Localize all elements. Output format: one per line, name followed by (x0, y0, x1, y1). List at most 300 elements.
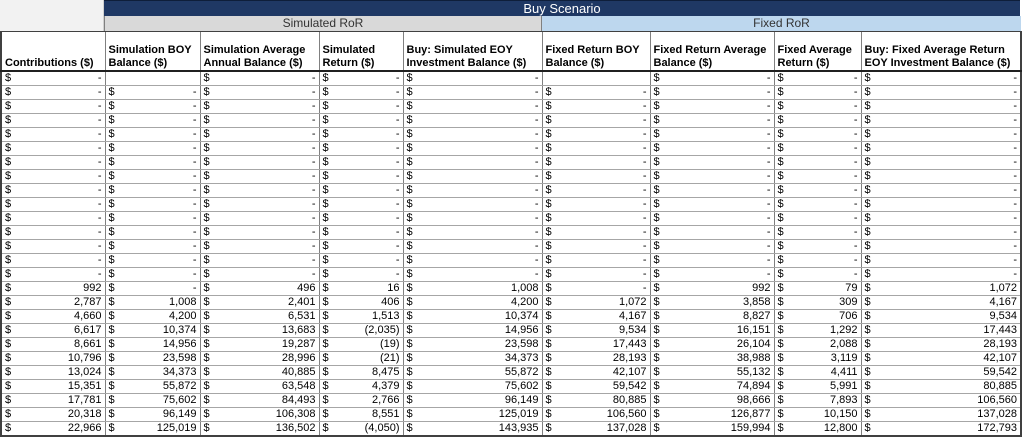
table-cell[interactable] (200, 128, 319, 142)
cell-value: 40,885 (281, 366, 316, 378)
currency-symbol: $ (108, 310, 115, 322)
table-cell[interactable] (403, 240, 542, 254)
table-cell[interactable] (774, 100, 861, 114)
table-cell[interactable] (319, 240, 403, 254)
table-cell[interactable] (861, 198, 1021, 212)
table-cell[interactable] (542, 142, 650, 156)
table-cell[interactable] (403, 254, 542, 268)
table-row (1, 71, 1021, 86)
table-cell[interactable] (542, 71, 650, 86)
cell-value: 28,193 (612, 352, 647, 364)
table-cell[interactable] (774, 142, 861, 156)
table-cell[interactable] (542, 324, 650, 338)
table-cell[interactable] (200, 114, 319, 128)
table-cell[interactable] (650, 100, 774, 114)
table-cell[interactable] (774, 184, 861, 198)
table-cell[interactable] (1, 240, 105, 254)
table-cell[interactable] (650, 296, 774, 310)
table-cell[interactable] (542, 394, 650, 408)
table-cell[interactable] (650, 282, 774, 296)
currency-symbol: $ (406, 142, 413, 154)
table-cell[interactable] (1, 338, 105, 352)
table-cell[interactable] (319, 268, 403, 282)
table-cell[interactable] (319, 366, 403, 380)
table-cell[interactable] (861, 240, 1021, 254)
table-cell[interactable] (319, 338, 403, 352)
table-cell[interactable] (105, 394, 200, 408)
table-cell[interactable] (200, 100, 319, 114)
table-cell[interactable] (542, 310, 650, 324)
table-cell[interactable] (319, 324, 403, 338)
cell-value: - (766, 72, 771, 84)
table-cell[interactable] (403, 324, 542, 338)
column-header[interactable]: Buy: Simulated EOY Investment Balance ($) (403, 32, 542, 72)
table-cell[interactable] (105, 366, 200, 380)
table-cell[interactable] (1, 142, 105, 156)
table-cell[interactable] (200, 212, 319, 226)
currency-symbol: $ (322, 184, 329, 196)
table-cell[interactable] (1, 71, 105, 86)
table-cell[interactable] (650, 71, 774, 86)
currency-symbol: $ (322, 226, 329, 238)
table-cell[interactable] (861, 366, 1021, 380)
table-cell[interactable] (200, 394, 319, 408)
column-header[interactable]: Simulation BOY Balance ($) (105, 32, 200, 72)
cell-value: - (766, 142, 771, 154)
table-cell[interactable] (774, 338, 861, 352)
table-cell[interactable] (542, 128, 650, 142)
currency-symbol: $ (545, 268, 552, 280)
table-cell[interactable] (1, 226, 105, 240)
cell-value: - (1013, 268, 1017, 280)
table-cell[interactable] (774, 71, 861, 86)
table-cell[interactable] (200, 408, 319, 422)
column-header[interactable]: Fixed Return BOY Balance ($) (542, 32, 650, 72)
column-header[interactable]: Fixed Return Average Balance ($) (650, 32, 774, 72)
cell-value: - (534, 86, 539, 98)
table-cell[interactable] (200, 282, 319, 296)
table-cell[interactable] (542, 366, 650, 380)
table-cell[interactable] (403, 142, 542, 156)
table-cell[interactable] (650, 338, 774, 352)
table-cell[interactable] (1, 100, 105, 114)
table-cell[interactable] (861, 422, 1021, 437)
table-cell[interactable] (1, 184, 105, 198)
table-cell[interactable] (650, 184, 774, 198)
table-cell[interactable] (861, 156, 1021, 170)
cell-value: 15,351 (67, 380, 102, 392)
currency-symbol: $ (864, 268, 871, 280)
table-cell[interactable] (542, 254, 650, 268)
table-cell[interactable] (650, 268, 774, 282)
cell-value: - (395, 226, 400, 238)
table-cell[interactable] (105, 338, 200, 352)
column-header[interactable]: Buy: Fixed Average Return EOY Investment Balance ($) (861, 32, 1021, 72)
table-cell[interactable] (403, 310, 542, 324)
table-cell[interactable] (650, 156, 774, 170)
table-cell[interactable] (1, 394, 105, 408)
table-cell[interactable] (319, 226, 403, 240)
cell-value: - (534, 254, 539, 266)
table-cell[interactable] (774, 380, 861, 394)
table-cell[interactable] (1, 324, 105, 338)
table-cell[interactable] (650, 422, 774, 437)
table-cell[interactable] (105, 142, 200, 156)
table-cell[interactable] (200, 170, 319, 184)
currency-symbol: $ (5, 198, 12, 210)
cell-value: - (642, 100, 647, 112)
table-cell[interactable] (105, 268, 200, 282)
currency-symbol: $ (5, 128, 12, 140)
table-cell[interactable] (319, 408, 403, 422)
table-cell[interactable] (861, 408, 1021, 422)
cell-value: 26,104 (736, 338, 771, 350)
table-row (1, 86, 1021, 100)
table-cell[interactable] (774, 366, 861, 380)
table-cell[interactable] (403, 114, 542, 128)
table-cell[interactable] (861, 170, 1021, 184)
currency-symbol: $ (203, 408, 210, 420)
table-cell[interactable] (861, 142, 1021, 156)
table-cell[interactable] (774, 254, 861, 268)
table-cell[interactable] (319, 71, 403, 86)
table-cell[interactable] (1, 156, 105, 170)
table-cell[interactable] (774, 226, 861, 240)
table-cell[interactable] (403, 296, 542, 310)
table-cell[interactable] (861, 394, 1021, 408)
table-cell[interactable] (542, 100, 650, 114)
currency-symbol: $ (545, 212, 552, 224)
table-cell[interactable] (403, 100, 542, 114)
cell-value: (4,050) (364, 422, 400, 434)
table-cell[interactable] (542, 156, 650, 170)
table-cell[interactable] (542, 296, 650, 310)
currency-symbol: $ (322, 72, 329, 84)
table-cell[interactable] (319, 100, 403, 114)
table-cell[interactable] (200, 422, 319, 437)
table-cell[interactable] (774, 296, 861, 310)
table-cell[interactable] (861, 282, 1021, 296)
table-cell[interactable] (403, 71, 542, 86)
cell-value: 16,151 (736, 324, 771, 336)
cell-value: - (192, 128, 197, 140)
cell-value: 309 (839, 296, 858, 308)
table-cell[interactable] (105, 296, 200, 310)
currency-symbol: $ (777, 254, 784, 266)
table-cell[interactable] (105, 128, 200, 142)
table-cell[interactable] (403, 422, 542, 437)
table-cell[interactable] (650, 170, 774, 184)
table-cell[interactable] (861, 184, 1021, 198)
table-cell[interactable] (861, 352, 1021, 366)
table-cell[interactable] (319, 212, 403, 226)
table-cell[interactable] (542, 198, 650, 212)
table-cell[interactable] (1, 170, 105, 184)
table-cell[interactable] (105, 408, 200, 422)
table-cell[interactable] (774, 394, 861, 408)
table-cell[interactable] (650, 114, 774, 128)
table-cell[interactable] (774, 324, 861, 338)
currency-symbol: $ (5, 226, 12, 238)
table-cell[interactable] (105, 282, 200, 296)
fixed-ror-group-header[interactable]: Fixed RoR (541, 16, 1021, 31)
table-cell[interactable] (105, 170, 200, 184)
table-cell[interactable] (650, 240, 774, 254)
table-cell[interactable] (542, 226, 650, 240)
table-cell[interactable] (650, 394, 774, 408)
table-cell[interactable] (403, 380, 542, 394)
table-cell[interactable] (542, 170, 650, 184)
cell-value: - (97, 254, 102, 266)
table-cell[interactable] (1, 366, 105, 380)
table-cell[interactable] (774, 268, 861, 282)
table-cell[interactable] (861, 226, 1021, 240)
table-cell[interactable] (774, 352, 861, 366)
table-cell[interactable] (861, 254, 1021, 268)
table-cell[interactable] (200, 184, 319, 198)
table-cell[interactable] (774, 310, 861, 324)
table-cell[interactable] (105, 240, 200, 254)
table-cell[interactable] (861, 310, 1021, 324)
table-cell[interactable] (105, 324, 200, 338)
currency-symbol: $ (5, 408, 12, 420)
column-header[interactable]: Simulated Return ($) (319, 32, 403, 72)
table-cell[interactable] (650, 408, 774, 422)
table-cell[interactable] (1, 212, 105, 226)
currency-symbol: $ (5, 240, 12, 252)
cell-value: - (642, 128, 647, 140)
table-cell[interactable] (774, 156, 861, 170)
table-cell[interactable] (200, 324, 319, 338)
table-cell[interactable] (403, 282, 542, 296)
table-cell[interactable] (403, 338, 542, 352)
table-cell[interactable] (319, 156, 403, 170)
table-cell[interactable] (105, 156, 200, 170)
table-cell[interactable] (542, 352, 650, 366)
table-cell[interactable] (774, 86, 861, 100)
table-cell[interactable] (319, 184, 403, 198)
table-cell[interactable] (403, 394, 542, 408)
table-cell[interactable] (200, 380, 319, 394)
cell-value: 28,996 (281, 352, 316, 364)
table-cell[interactable] (403, 352, 542, 366)
table-cell[interactable] (861, 128, 1021, 142)
table-cell[interactable] (200, 254, 319, 268)
table-cell[interactable] (542, 408, 650, 422)
table-cell[interactable] (319, 142, 403, 156)
cell-value: 1,292 (829, 324, 858, 336)
table-cell[interactable] (200, 71, 319, 86)
cell-value: - (311, 184, 316, 196)
table-cell[interactable] (1, 114, 105, 128)
table-cell[interactable] (403, 198, 542, 212)
table-cell[interactable] (542, 184, 650, 198)
table-cell[interactable] (1, 198, 105, 212)
table-cell[interactable] (861, 296, 1021, 310)
table-cell[interactable] (105, 198, 200, 212)
table-cell[interactable] (774, 422, 861, 437)
table-cell[interactable] (542, 338, 650, 352)
table-cell[interactable] (319, 254, 403, 268)
simulated-ror-group-header[interactable]: Simulated RoR (104, 16, 541, 31)
table-cell[interactable] (105, 100, 200, 114)
table-cell[interactable] (105, 226, 200, 240)
table-cell[interactable] (861, 324, 1021, 338)
table-cell[interactable] (403, 268, 542, 282)
table-cell[interactable] (1, 352, 105, 366)
table-cell[interactable] (403, 156, 542, 170)
column-header[interactable]: Simulation Average Annual Balance ($) (200, 32, 319, 72)
table-cell[interactable] (200, 156, 319, 170)
table-cell[interactable] (1, 422, 105, 437)
table-cell[interactable] (403, 86, 542, 100)
table-cell[interactable] (319, 394, 403, 408)
table-cell[interactable] (861, 212, 1021, 226)
currency-symbol: $ (5, 310, 12, 322)
table-cell[interactable] (650, 198, 774, 212)
scenario-title-band[interactable]: Buy Scenario (104, 0, 1020, 16)
table-cell[interactable] (200, 240, 319, 254)
table-cell[interactable] (200, 86, 319, 100)
table-cell[interactable] (403, 128, 542, 142)
table-row (1, 380, 1021, 394)
table-cell[interactable] (650, 380, 774, 394)
table-cell[interactable] (200, 198, 319, 212)
table-cell[interactable] (200, 268, 319, 282)
table-cell[interactable] (650, 226, 774, 240)
table-cell[interactable] (650, 366, 774, 380)
table-cell[interactable] (105, 86, 200, 100)
table-cell[interactable] (403, 366, 542, 380)
table-cell[interactable] (861, 71, 1021, 86)
currency-symbol: $ (322, 142, 329, 154)
table-cell[interactable] (105, 422, 200, 437)
table-cell[interactable] (542, 240, 650, 254)
table-cell[interactable] (319, 296, 403, 310)
table-cell[interactable] (1, 408, 105, 422)
table-cell[interactable] (774, 240, 861, 254)
table-cell[interactable] (650, 212, 774, 226)
table-cell[interactable] (105, 212, 200, 226)
table-cell[interactable] (774, 408, 861, 422)
table-cell[interactable] (542, 114, 650, 128)
table-cell[interactable] (774, 212, 861, 226)
table-cell[interactable] (650, 324, 774, 338)
table-cell[interactable] (861, 268, 1021, 282)
table-cell[interactable] (319, 380, 403, 394)
table-cell[interactable] (542, 380, 650, 394)
table-cell[interactable] (861, 86, 1021, 100)
cell-value: - (534, 240, 539, 252)
table-cell[interactable] (105, 114, 200, 128)
table-cell[interactable] (105, 352, 200, 366)
table-cell[interactable] (650, 310, 774, 324)
table-cell[interactable] (542, 268, 650, 282)
table-cell[interactable] (319, 114, 403, 128)
cell-value: - (1013, 254, 1017, 266)
table-cell[interactable] (650, 86, 774, 100)
table-cell[interactable] (200, 352, 319, 366)
table-cell[interactable] (861, 380, 1021, 394)
table-cell[interactable] (200, 296, 319, 310)
table-cell[interactable] (319, 170, 403, 184)
table-cell[interactable] (1, 86, 105, 100)
table-cell[interactable] (403, 226, 542, 240)
currency-symbol: $ (777, 282, 784, 294)
table-cell[interactable] (403, 170, 542, 184)
column-header[interactable]: Contributions ($) (1, 32, 105, 72)
table-cell[interactable] (200, 366, 319, 380)
table-cell[interactable] (319, 310, 403, 324)
cell-value: - (1013, 86, 1017, 98)
table-cell[interactable] (403, 212, 542, 226)
table-cell[interactable] (1, 268, 105, 282)
table-cell[interactable] (650, 352, 774, 366)
table-cell[interactable] (650, 142, 774, 156)
table-cell[interactable] (861, 114, 1021, 128)
table-cell[interactable] (319, 86, 403, 100)
cell-value: - (192, 198, 197, 210)
table-cell[interactable] (774, 198, 861, 212)
table-cell[interactable] (861, 338, 1021, 352)
table-cell[interactable] (200, 142, 319, 156)
table-cell[interactable] (319, 198, 403, 212)
cell-value: - (766, 170, 771, 182)
currency-symbol: $ (203, 352, 210, 364)
cell-value: - (1013, 184, 1017, 196)
table-cell[interactable] (861, 100, 1021, 114)
table-cell[interactable] (650, 128, 774, 142)
table-cell[interactable] (542, 282, 650, 296)
cell-value: 55,132 (736, 366, 771, 378)
table-cell[interactable] (105, 254, 200, 268)
table-cell[interactable] (650, 254, 774, 268)
table-cell[interactable] (403, 408, 542, 422)
table-cell[interactable] (105, 380, 200, 394)
table-cell[interactable] (1, 380, 105, 394)
table-cell[interactable] (105, 310, 200, 324)
table-cell[interactable] (319, 422, 403, 437)
table-cell[interactable] (774, 170, 861, 184)
table-cell[interactable] (319, 352, 403, 366)
table-cell[interactable] (319, 128, 403, 142)
cell-value: 8,661 (73, 338, 102, 350)
table-cell[interactable] (1, 282, 105, 296)
table-cell[interactable] (200, 226, 319, 240)
table-cell[interactable] (1, 128, 105, 142)
table-cell[interactable] (200, 338, 319, 352)
table-cell[interactable] (774, 282, 861, 296)
table-cell[interactable] (319, 282, 403, 296)
cell-value: 19,287 (281, 338, 316, 350)
table-cell[interactable] (542, 86, 650, 100)
table-cell[interactable] (774, 128, 861, 142)
table-cell[interactable] (403, 184, 542, 198)
table-cell[interactable] (542, 422, 650, 437)
column-header[interactable]: Fixed Average Return ($) (774, 32, 861, 72)
table-cell[interactable] (105, 184, 200, 198)
currency-symbol: $ (406, 240, 413, 252)
header-corner-cell[interactable] (0, 0, 104, 32)
table-cell[interactable] (105, 71, 200, 86)
table-cell[interactable] (200, 310, 319, 324)
table-cell[interactable] (542, 212, 650, 226)
cell-value: 34,373 (504, 352, 539, 364)
table-cell[interactable] (1, 254, 105, 268)
table-cell[interactable] (1, 296, 105, 310)
table-cell[interactable] (1, 310, 105, 324)
table-cell[interactable] (774, 114, 861, 128)
